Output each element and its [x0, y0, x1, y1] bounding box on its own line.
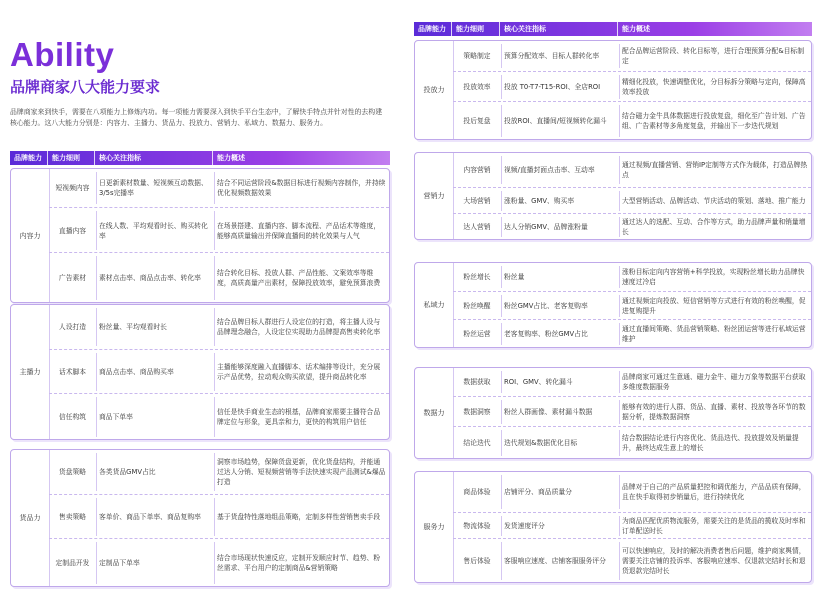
ability-metric: 投放 T0-T7-T15-ROI、全店ROI	[504, 83, 601, 91]
ability-metric: 达人分销GMV、品牌涨粉量	[504, 223, 588, 231]
ability-description: 品牌商家可通过生意通、磁力金牛、磁力万象等数据平台获取多维度数据服务	[622, 373, 806, 391]
table-row	[453, 101, 811, 139]
ability-detail: 短视频内容	[55, 184, 90, 192]
ability-description: 可以快速响应，及时的解决消费者售后问题，维护商家舆情，需要关注店铺的投诉率、客服响应速率、仅退款完结时长和退货退款完结时长	[622, 547, 806, 575]
ability-description: 品牌对于自己的产品质量把控和调优能力，产品品质有保障，且在快手取得初步销量后，进行持续优化	[622, 483, 806, 501]
ability-description: 结合市场现状快速反应，定制开发顺应时节、趋势、粉丝需求、平台用户的定制商品&营销策略	[217, 554, 381, 572]
header-desc: 能力概述	[622, 25, 650, 33]
ability-description: 结合数据结论进行内容优化、货品迭代、投放提效及销量提升，最终达成生意上的增长	[622, 434, 799, 452]
header-desc: 能力概述	[217, 154, 245, 162]
table-row	[453, 319, 811, 347]
ability-metric: 店铺评分、商品质量分	[504, 488, 572, 496]
ability-metric: 商品点击率、商品购买率	[99, 368, 174, 376]
ability-description: 通过达人的选配、互动、合作等方式，助力品牌声量和销量增长	[622, 218, 806, 236]
ability-category: 货品力	[19, 514, 41, 522]
ability-detail: 话术脚本	[58, 368, 87, 376]
ability-detail: 信任构筑	[58, 413, 87, 421]
table-row	[49, 494, 389, 538]
ability-metric: ROI、GMV、转化漏斗	[504, 378, 573, 386]
ability-category: 投放力	[423, 86, 445, 94]
ability-category: 营销力	[423, 192, 445, 200]
page-subtitle: 品牌商家八大能力要求	[10, 78, 161, 96]
ability-description: 能够有效的进行人群、货品、直播、素材、投放等各环节的数据分析，提炼数据洞察	[622, 403, 806, 421]
header-detail: 能力细则	[452, 22, 500, 36]
ability-detail: 商品体验	[463, 488, 491, 496]
ability-description: 在场景搭建、直播内容、脚本流程、产品话术等维度，能够高质量输出并保障直播间的转化效果与人气	[217, 221, 381, 240]
table-row	[453, 71, 811, 101]
ability-metric: 视频/直播封面点击率、互动率	[504, 166, 595, 174]
ability-metric: 粉丝量	[504, 273, 525, 281]
ability-description: 基于货盘特性落地组品策略，定制多样性营销售卖手段	[217, 513, 381, 521]
ability-block	[414, 262, 812, 348]
ability-metric: 投放ROI、直播间/短视频转化漏斗	[504, 117, 607, 125]
ability-detail: 物流体验	[463, 522, 491, 530]
ability-category: 私域力	[423, 301, 445, 309]
table-row	[453, 291, 811, 319]
table-row	[49, 305, 389, 349]
ability-metric: 客单价、商品下单率、商品复购率	[99, 513, 201, 521]
ability-metric: 迭代规划&数据优化目标	[504, 439, 578, 447]
ability-detail: 直播内容	[58, 226, 87, 235]
ability-metric: 在线人数、平均观看时长、购买转化率	[99, 221, 208, 240]
ability-block	[414, 40, 812, 140]
ability-detail: 结论迭代	[463, 439, 491, 447]
ability-description: 通过直播间策略、货品营销策略、粉丝团运营等进行私域运营维护	[622, 325, 806, 343]
ability-description: 为商品匹配优质物流服务，需要关注的是货品的揽收及时率和订单配送时长	[622, 517, 806, 535]
ability-metric: 商品下单率	[99, 413, 133, 421]
ability-detail: 大场营销	[463, 197, 491, 205]
ability-description: 信任是快手商业生态的根基，品牌商家需要主播符合品牌定位与形象，更具亲和力，更快的构筑用户信任	[217, 408, 381, 426]
ability-metric: 粉丝量、平均观看时长	[99, 323, 167, 331]
ability-metric: 定制品下单率	[99, 559, 140, 567]
ability-block	[10, 449, 390, 587]
ability-block	[414, 152, 812, 240]
ability-description: 结合品牌目标人群进行人设定位的打造，将主播人设与品牌理念融合，人设定位实现助力品牌提高售卖转化率	[217, 318, 381, 336]
table-row	[49, 207, 389, 252]
ability-description: 通过视频/直播营销、营销IP定制等方式作为载体，打造品牌热点	[622, 161, 808, 179]
ability-detail: 售后体验	[463, 557, 491, 565]
ability-block	[414, 471, 812, 583]
table-row	[453, 538, 811, 582]
table-row	[49, 349, 389, 393]
ability-detail: 内容营销	[463, 166, 491, 174]
table-row	[453, 187, 811, 213]
table-row	[49, 538, 389, 586]
ability-metric: 涨粉量、GMV、购买率	[504, 197, 575, 205]
ability-description: 配合品牌运营阶段、转化目标等，进行合理预算分配&目标制定	[622, 47, 805, 65]
ability-detail: 人设打造	[58, 323, 87, 331]
header-detail: 能力细则	[48, 151, 95, 165]
ability-category: 内容力	[19, 231, 41, 240]
ability-detail: 数据获取	[463, 378, 491, 386]
ability-detail: 数据洞察	[463, 408, 491, 416]
ability-detail: 投放效率	[463, 83, 491, 91]
ability-description: 结合不同运营阶段&数据目标进行视频内容制作，并持续优化视频数据效果	[217, 179, 386, 197]
table-row	[453, 263, 811, 291]
ability-metric: 日更新素材数量、短视频互动数据、3/5s完播率	[99, 179, 208, 197]
ability-detail: 广告素材	[58, 274, 87, 282]
ability-detail: 粉丝运营	[463, 330, 491, 338]
table-row	[453, 396, 811, 426]
ability-description: 结合转化目标、投放人群、产品性能、文案效率等维度，高质高量产出素材，保障投放效率，避免预算浪费	[217, 269, 381, 287]
ability-category: 服务力	[423, 523, 445, 531]
ability-description: 精细化投放，快速调整优化，分目标拆分策略与定向，保障高效率投放	[622, 78, 806, 96]
ability-description: 洞察市场趋势，保障货盘更新，优化货盘结构，并能通过达人分销、短视频营销等手法快速实现产品测试&爆品打造	[217, 458, 386, 486]
ability-block	[10, 168, 390, 303]
ability-detail: 投后复盘	[463, 117, 491, 125]
ability-block	[414, 367, 812, 459]
ability-category: 主播力	[19, 368, 41, 376]
ability-metric: 客服响应速度、店铺客服服务评分	[504, 557, 606, 565]
ability-detail: 粉丝增长	[463, 273, 491, 281]
ability-detail: 货盘策略	[58, 468, 87, 476]
ability-metric: 各类货品GMV占比	[99, 468, 156, 476]
ability-detail: 策略制定	[463, 52, 491, 60]
intro-paragraph: 品牌商家来到快手，需要在八项能力上修炼内功。每一项能力需要深入到快手平台生态中，了解快手特点并针对性的去构建核心能力。这八大能力分别是：内容力、主播力、货品力、投放力、营销力、私域力、数据力、服务力。	[10, 108, 383, 127]
ability-metric: 预算分配效率、目标人群转化率	[504, 52, 600, 60]
table-row	[453, 213, 811, 239]
ability-metric: 粉丝GMV占比、老客复购率	[504, 302, 588, 310]
ability-detail: 达人营销	[463, 223, 491, 231]
header-ability: 品牌能力	[414, 22, 452, 36]
ability-description: 结合磁力金牛具体数据进行投放复盘，细化至广告计划、广告组、广告素材等多角度复盘，并输出下一步迭代规划	[622, 112, 806, 130]
right-column	[414, 0, 812, 600]
ability-detail: 售卖策略	[58, 513, 87, 521]
table-row	[49, 450, 389, 494]
table-row	[453, 153, 811, 187]
table-header	[414, 22, 812, 36]
table-row	[49, 393, 389, 439]
header-metric: 核心关注指标	[95, 151, 213, 165]
table-row	[453, 368, 811, 396]
ability-description: 大型营销活动、品牌活动、节庆活动的策划、落地、推广能力	[622, 197, 806, 205]
ability-description: 通过视频定向投放、短信营销等方式进行有效的粉丝唤醒，促进复购提升	[622, 297, 806, 315]
ability-metric: 素材点击率、商品点击率、转化率	[99, 274, 201, 282]
ability-metric: 粉丝人群画像、素材漏斗数据	[504, 408, 593, 416]
ability-metric: 老客复购率、粉丝GMV占比	[504, 330, 588, 338]
left-column	[8, 0, 390, 600]
table-row	[453, 512, 811, 538]
ability-detail: 粉丝唤醒	[463, 302, 491, 310]
header-metric: 核心关注指标	[500, 22, 618, 36]
ability-category: 数据力	[423, 409, 445, 417]
table-row	[49, 252, 389, 302]
page-title: Ability	[10, 36, 115, 73]
ability-description: 主播能够深度融入直播脚本、话术编排等设计，充分展示产品优势，拉动观众购买欲望，提升商品转化率	[217, 363, 381, 381]
ability-detail: 定制品开发	[55, 559, 90, 567]
ability-description: 涨粉目标定向内容营销+科学投放，实现粉丝增长助力品牌快速度过冷启	[622, 268, 805, 286]
table-row	[453, 426, 811, 458]
table-row	[49, 169, 389, 207]
ability-block	[10, 304, 390, 440]
table-header	[10, 151, 390, 165]
table-row	[453, 472, 811, 512]
table-row	[453, 41, 811, 71]
ability-metric: 发货速度评分	[504, 522, 545, 530]
header-ability: 品牌能力	[10, 151, 48, 165]
